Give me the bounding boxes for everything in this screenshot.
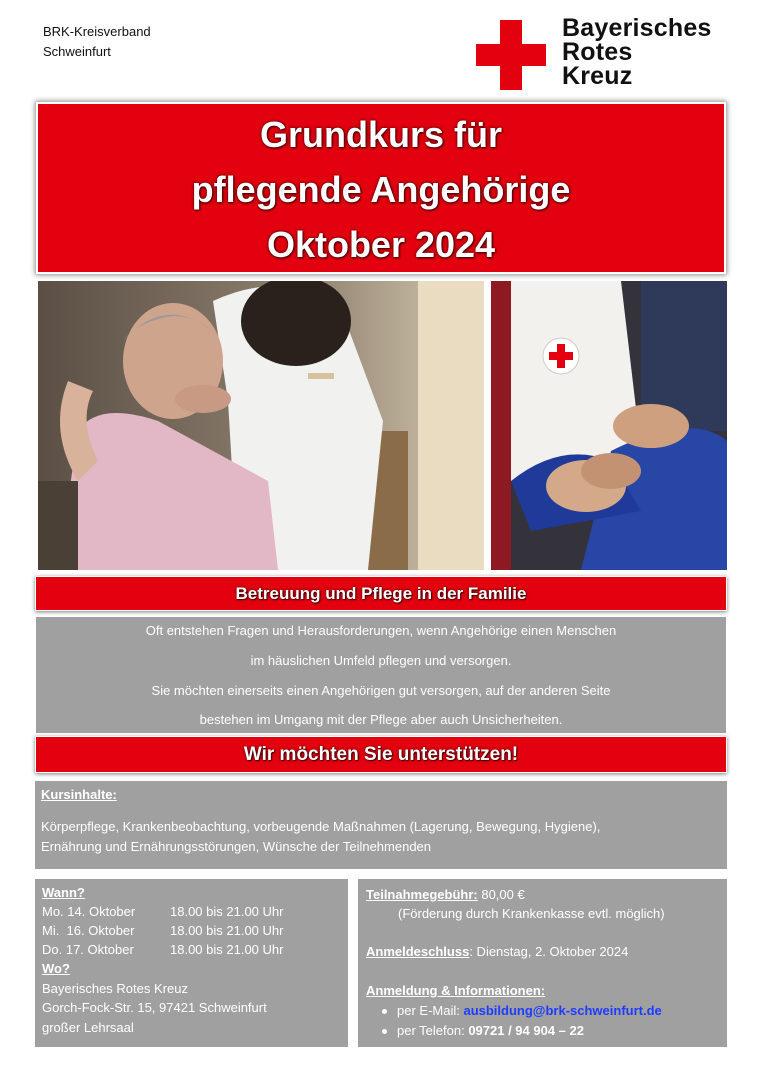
org-line-1: BRK-Kreisverband (43, 24, 151, 39)
course-contents-line-2: Ernährung und Ernährungsstörungen, Wünsche der Teilnehmenden (41, 839, 432, 854)
date-time: 18.00 bis 21.00 Uhr (170, 923, 284, 938)
intro-line-2: im häuslichen Umfeld pflegen und versorgen. (250, 653, 512, 668)
contact-label: Anmeldung & Informationen: (366, 983, 546, 998)
deadline-value: : Dienstag, 2. Oktober 2024 (469, 944, 629, 959)
course-contents-line-1: Körperpflege, Krankenbeobachtung, vorbeugende Maßnahmen (Lagerung, Bewegung, Hygiene), (41, 819, 601, 834)
brand-line-2: Rotes (562, 38, 633, 66)
address-line-1: Bayerisches Rotes Kreuz (42, 981, 188, 996)
deadline-row (366, 942, 628, 961)
course-contents-text (41, 817, 721, 857)
title-line-1: Grundkurs für (259, 114, 502, 155)
when-label: Wann? (42, 885, 85, 900)
fee-row (366, 885, 525, 904)
brand-wordmark (562, 16, 712, 88)
intro-text-box (36, 617, 726, 733)
address-line-3: großer Lehrsaal (42, 1020, 134, 1035)
phone-prefix: per Telefon: (397, 1023, 469, 1038)
intro-line-1: Oft entstehen Fragen und Herausforderungen, wenn Angehörige einen Menschen (145, 623, 617, 638)
date-row (42, 902, 283, 921)
title-line-3: Oktober 2024 (266, 224, 496, 265)
email-prefix: per E-Mail: (397, 1003, 464, 1018)
intro-line-4: bestehen im Umgang mit der Pflege aber auch Unsicherheiten. (199, 712, 563, 727)
date-day: Mo. 14. Oktober (42, 904, 136, 919)
brand-line-3: Kreuz (562, 62, 633, 90)
org-line-2: Schweinfurt (43, 44, 111, 59)
organization-name (43, 22, 151, 62)
phone-row (382, 1021, 584, 1040)
fee-label: Teilnahmegebühr: (366, 887, 478, 902)
course-contents-box (35, 781, 727, 869)
date-row (42, 921, 283, 940)
section-banner-family-care: Betreuung und Pflege in der Familie (36, 577, 726, 610)
bullet-icon (382, 1029, 387, 1034)
registration-info-box (358, 879, 727, 1047)
fee-value: 80,00 € (481, 887, 525, 902)
date-time: 18.00 bis 21.00 Uhr (170, 904, 284, 919)
date-time: 18.00 bis 21.00 Uhr (170, 942, 284, 957)
section-banner-support: Wir möchten Sie unterstützen! (36, 737, 726, 772)
schedule-box (35, 879, 348, 1047)
course-contents-label: Kursinhalte: (41, 787, 117, 802)
date-day: Do. 17. Oktober (42, 942, 134, 957)
title-line-2: pflegende Angehörige (191, 169, 571, 210)
phone-number[interactable]: 09721 / 94 904 – 22 (468, 1023, 584, 1038)
photo-caregiver-embrace (38, 281, 484, 570)
address-line-2: Gorch-Fock-Str. 15, 97421 Schweinfurt (42, 1000, 267, 1015)
date-row (42, 940, 283, 959)
bullet-icon (382, 1009, 387, 1014)
title-box (38, 104, 724, 272)
fee-note: (Förderung durch Krankenkasse evtl. möglich) (398, 906, 665, 921)
red-cross-logo (476, 20, 546, 90)
date-day: Mi. 16. Oktober (42, 923, 135, 938)
email-row (382, 1001, 662, 1020)
deadline-label: Anmeldeschluss (366, 944, 470, 959)
intro-line-3: Sie möchten einerseits einen Angehörigen gut versorgen, auf der anderen Seite (151, 683, 611, 698)
brand-line-1: Bayerisches (562, 14, 712, 42)
where-label: Wo? (42, 961, 70, 976)
email-link[interactable]: ausbildung@brk-schweinfurt.de (463, 1003, 662, 1018)
photo-holding-hands (491, 281, 727, 570)
